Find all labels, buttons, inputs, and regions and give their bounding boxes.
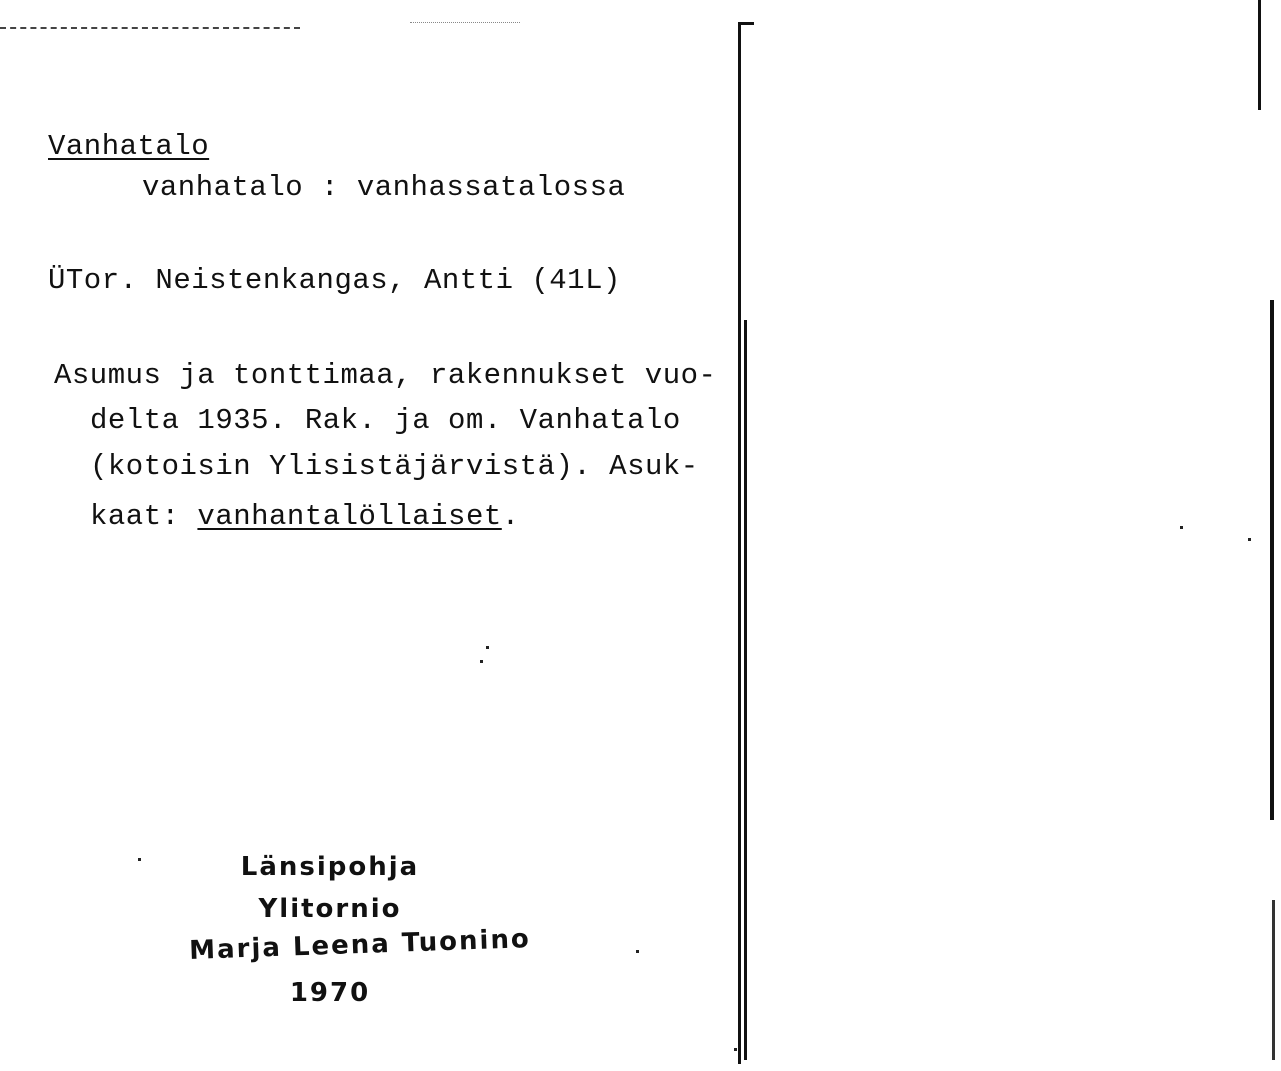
description-line-3: (kotoisin Ylisistäjärvistä). Asuk- xyxy=(90,450,699,483)
stamp-year: 1970 xyxy=(289,978,371,1008)
scan-speck xyxy=(480,660,483,663)
card-right-edge xyxy=(1258,0,1261,110)
card-right-edge-lower xyxy=(1272,900,1275,1060)
stamp-parish: Ylitornio xyxy=(258,894,402,924)
card-top-edge xyxy=(0,27,300,29)
residents-prefix: kaat: xyxy=(90,500,198,533)
scan-speck xyxy=(1180,526,1183,529)
card-top-edge-fragment xyxy=(410,22,520,23)
card-right-edge-middle xyxy=(1270,300,1274,820)
description-line-1: Asumus ja tonttimaa, rakennukset vuo- xyxy=(54,359,717,392)
card-divider-lower xyxy=(744,320,747,1060)
scan-speck xyxy=(636,950,639,953)
scan-speck xyxy=(138,858,141,861)
informant-source: ÜTor. Neistenkangas, Antti (41L) xyxy=(48,264,621,297)
stamp-collector: Marja Leena Tuonino xyxy=(188,924,532,966)
inflection: vanhatalo : vanhassatalossa xyxy=(142,171,626,204)
residents-word: vanhantalöllaiset xyxy=(197,500,502,533)
scan-speck xyxy=(1248,538,1251,541)
card-divider xyxy=(738,24,741,1064)
scan-speck xyxy=(486,646,489,649)
stamp-region: Länsipohja xyxy=(240,852,420,882)
description-line-2: delta 1935. Rak. ja om. Vanhatalo xyxy=(90,404,681,437)
residents-suffix: . xyxy=(501,500,520,533)
headword: Vanhatalo xyxy=(48,130,210,163)
description-line-4 xyxy=(90,502,520,531)
scan-speck xyxy=(734,1048,737,1051)
